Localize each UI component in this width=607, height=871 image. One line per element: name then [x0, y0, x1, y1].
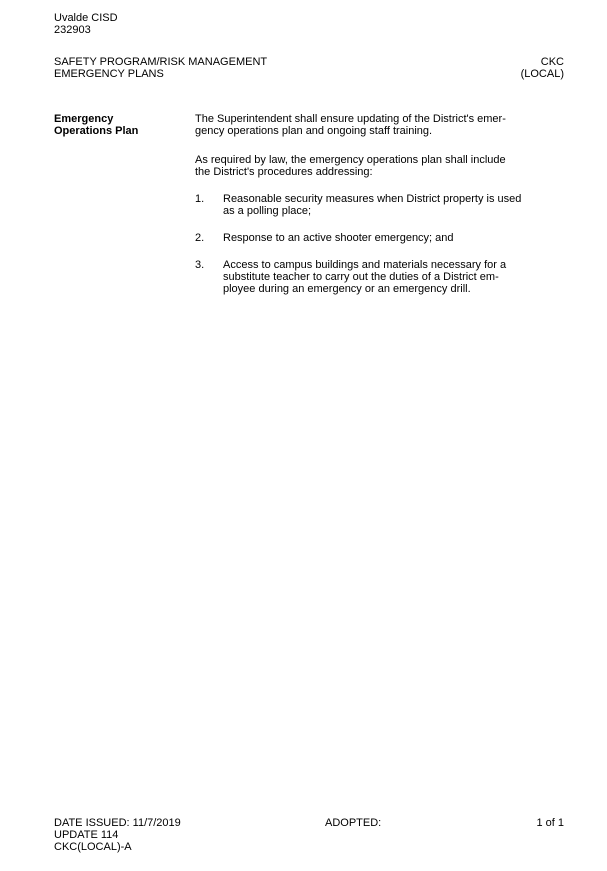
section-heading-line1: Emergency	[54, 113, 114, 125]
list-number: 1.	[195, 193, 205, 205]
footer-adopted: ADOPTED:	[325, 817, 382, 829]
list-line: Access to campus buildings and materials necessary for a	[223, 259, 507, 271]
list-number: 2.	[195, 232, 205, 244]
section-heading-line2: Operations Plan	[54, 125, 139, 137]
list-line: substitute teacher to carry out the duties of a District em-	[223, 271, 499, 283]
footer-update: UPDATE 114	[54, 829, 119, 841]
policy-category: SAFETY PROGRAM/RISK MANAGEMENT	[54, 56, 268, 68]
district-name: Uvalde CISD	[54, 12, 118, 24]
policy-subject: EMERGENCY PLANS	[54, 68, 164, 80]
paragraph-line: the District's procedures addressing:	[195, 166, 373, 178]
footer-doc-id: CKC(LOCAL)-A	[54, 841, 132, 853]
paragraph-line: The Superintendent shall ensure updating of the District's emer-	[195, 113, 506, 125]
list-line: Reasonable security measures when District property is used	[223, 193, 522, 205]
paragraph-line: gency operations plan and ongoing staff training.	[195, 125, 433, 137]
list-text	[223, 232, 568, 244]
list-line: as a polling place;	[223, 205, 312, 217]
footer-date-issued: DATE ISSUED: 11/7/2019	[54, 817, 181, 829]
section-heading	[54, 113, 138, 137]
policy-code-type: (LOCAL)	[520, 68, 564, 80]
list-text	[223, 259, 568, 295]
list-line: ployee during an emergency or an emergency drill.	[223, 283, 471, 295]
paragraph-superintendent	[195, 113, 575, 137]
paragraph-line: As required by law, the emergency operations plan shall include	[195, 154, 506, 166]
paragraph-required-by-law	[195, 154, 575, 178]
district-number: 232903	[54, 24, 91, 36]
list-text	[223, 193, 568, 217]
list-number: 3.	[195, 259, 205, 271]
policy-code: CKC	[540, 56, 564, 68]
footer-page-number: 1 of 1	[536, 817, 564, 829]
list-line: Response to an active shooter emergency; and	[223, 232, 454, 244]
